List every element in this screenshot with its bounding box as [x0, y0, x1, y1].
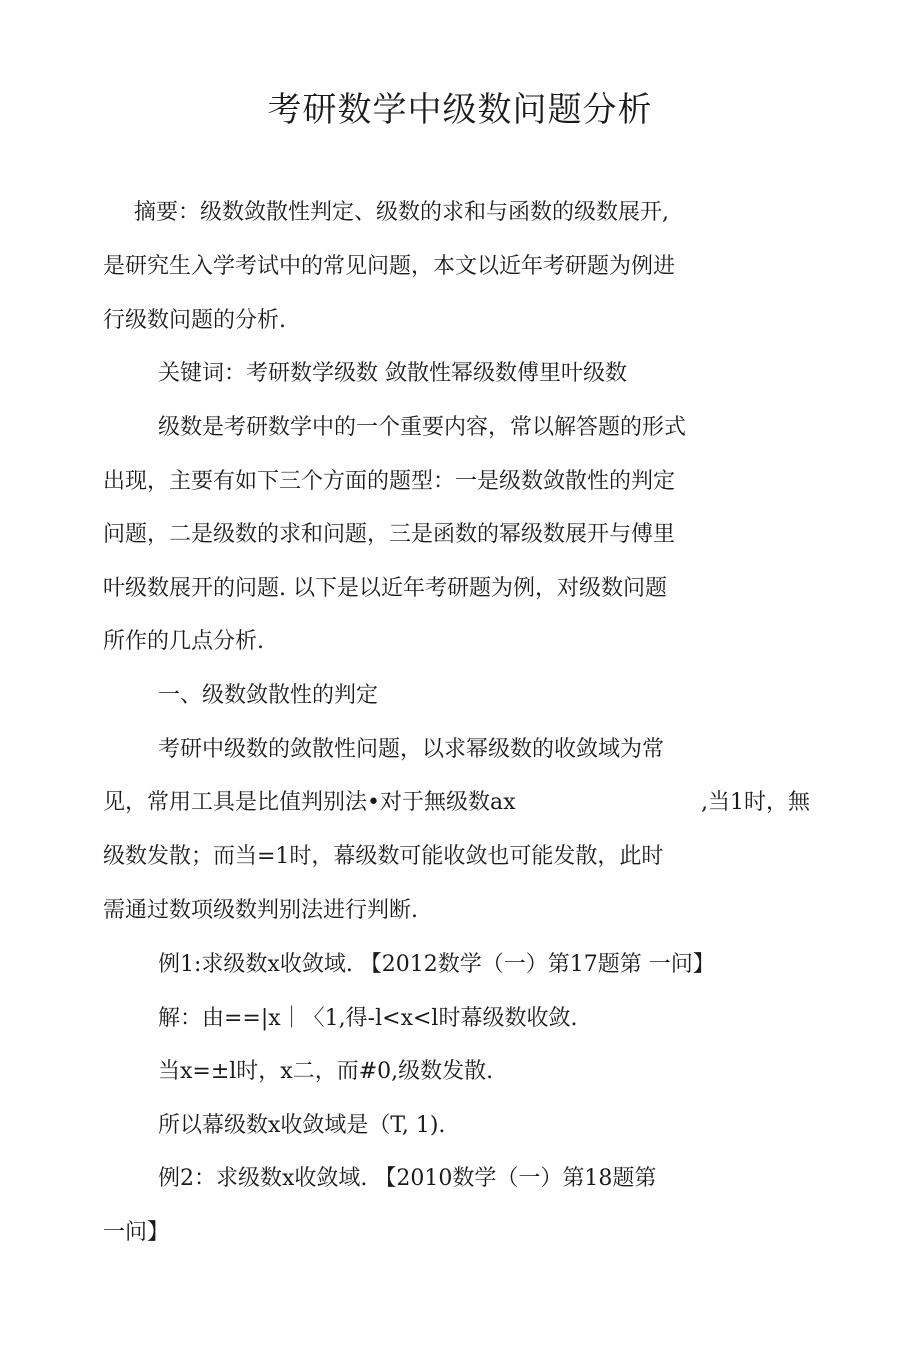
abstract-line-1: 摘要：级数敛散性判定、级数的求和与函数的级数展开, [134, 200, 669, 225]
intro-line-3: 问题，二是级数的求和问题，三是函数的幂级数展开与傅里 [103, 522, 676, 547]
intro-line-4: 叶级数展开的问题. 以下是以近年考研题为例，对级数问题 [103, 576, 667, 601]
keywords-line: 关键词：考研数学级数 敛散性幂级数傅里叶级数 [158, 361, 627, 386]
section-heading: 一、级数敛散性的判定 [158, 683, 379, 708]
section-para-line-4: 需通过数项级数判别法进行判断. [103, 898, 418, 923]
solution-line-1: 解：由==|x｜〈1,得-l<x<l时幕级数收敛. [158, 1006, 578, 1031]
example-2: 例2：求级数x收敛域. 【2010数学（一）第18题第 [158, 1166, 657, 1191]
solution-line-2: 当x=±l时，x二，而#0,级数发散. [158, 1059, 494, 1084]
section-para-line-2: 见，常用工具是比值判别法•对于無级数ax [103, 790, 516, 815]
example-2-cont: 一问】 [103, 1220, 170, 1245]
document-title: 考研数学中级数问题分析 [267, 90, 653, 130]
intro-line-2: 出现，主要有如下三个方面的题型：一是级数敛散性的判定 [103, 469, 676, 494]
section-para-line-2-tail: ,当1时，無 [701, 790, 810, 815]
example-1: 例1:求级数x收敛域. 【2012数学（一）第17题第 一问】 [158, 952, 715, 977]
section-para-line-3: 级数发散；而当=1时，幕级数可能收敛也可能发散，此时 [103, 844, 664, 869]
intro-line-5: 所作的几点分析. [103, 629, 264, 654]
abstract-line-3: 行级数问题的分析. [103, 308, 286, 333]
intro-line-1: 级数是考研数学中的一个重要内容，常以解答题的形式 [158, 415, 687, 440]
solution-line-3: 所以幕级数x收敛域是（T, 1). [158, 1113, 446, 1138]
section-para-line-1: 考研中级数的敛散性问题，以求幂级数的收敛域为常 [158, 737, 665, 762]
abstract-line-2: 是研究生入学考试中的常见问题，本文以近年考研题为例进 [103, 254, 676, 279]
